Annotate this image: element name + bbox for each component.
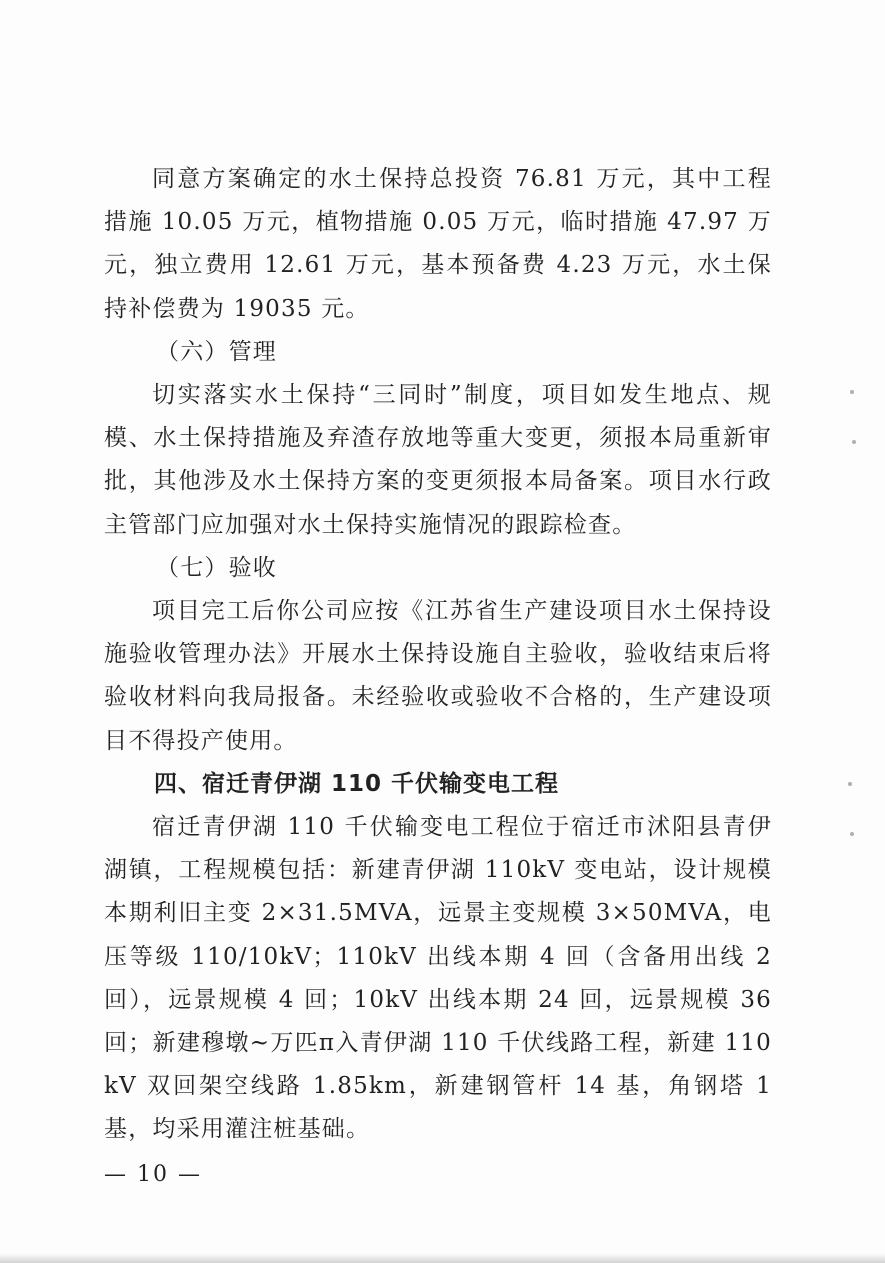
- management-subheading: （六）管理: [156, 338, 277, 365]
- scan-speck: [852, 440, 856, 444]
- scan-edge-shadow: [0, 1253, 885, 1263]
- scan-speck: [850, 832, 854, 836]
- investment-paragraph: 同意方案确定的水土保持总投资 76.81 万元，其中工程措施 10.05 万元，植物措施 0.05 万元，临时措施 47.97 万元，独立费用 12.61 万元，基本预备费 4.23 万元，水土保持补偿费为 19035 元。: [104, 166, 772, 322]
- document-body: [104, 158, 772, 1152]
- acceptance-paragraph: 项目完工后你公司应按《江苏省生产建设项目水土保持设施验收管理办法》开展水土保持设施自主验收，验收结束后将验收材料向我局报备。未经验收或验收不合格的，生产建设项目不得投产使用。: [104, 598, 772, 754]
- acceptance-subheading: （七）验收: [156, 554, 277, 581]
- page-number: — 10 —: [104, 1162, 202, 1187]
- scan-speck: [850, 390, 854, 394]
- section-four-paragraph: 宿迁青伊湖 110 千伏输变电工程位于宿迁市沭阳县青伊湖镇，工程规模包括：新建青伊湖 110kV 变电站，设计规模本期利旧主变 2×31.5MVA，远景主变规模 3×50MVA，电压等级 110/10kV；110kV 出线本期 4 回（含备用出线 2 回），远景规模 4 回；10kV 出线本期 24 回，远景规模 36 回；新建穆墩~万匹π入青伊湖 110 千伏线路工程，新建 110kV 双回架空线路 1.85km，新建钢管杆 14 基，角钢塔 1 基，均采用灌注桩基础。: [104, 814, 772, 1143]
- management-paragraph: 切实落实水土保持“三同时”制度，项目如发生地点、规模、水土保持措施及弃渣存放地等重大变更，须报本局重新审批，其他涉及水土保持方案的变更须报本局备案。项目水行政主管部门应加强对水土保持实施情况的跟踪检查。: [104, 382, 772, 538]
- section-four-heading: 四、宿迁青伊湖 110 千伏输变电工程: [154, 770, 560, 797]
- scan-speck: [848, 782, 852, 786]
